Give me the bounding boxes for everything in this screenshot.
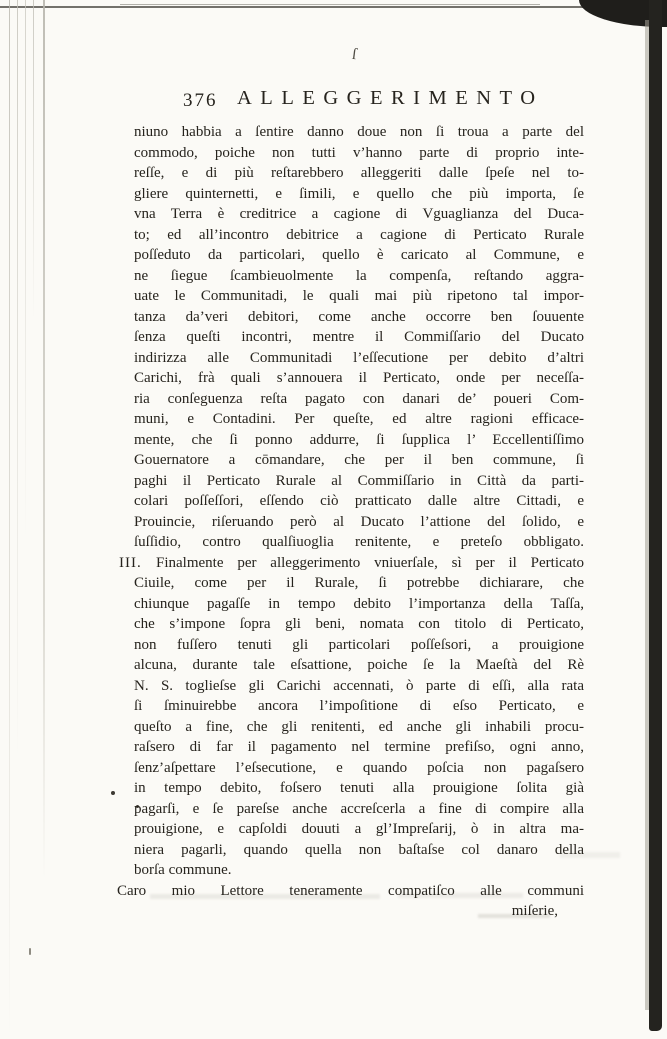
text-line: vna Terra è creditrice a cagione di Vguaglianza del Duca- <box>134 206 584 222</box>
text-line: gliere quinternetti, e ſimili, e quello che più importa, ſe <box>134 185 584 202</box>
text-line: muni, e Contadini. Per queſte, ed altre ragioni efficace- <box>134 411 584 427</box>
paragraph-1 <box>134 122 584 553</box>
text-line: queſto a fine, che gli renitenti, ed anche gli inhabili procu- <box>134 718 584 735</box>
text-line: che s’impone ſopra gli beni, nomata con titolo di Perticato, <box>134 616 584 632</box>
text-line: Prouincie, riſeruando però al Ducato l’attione del ſolido, e <box>134 513 584 530</box>
gutter-line <box>43 0 45 880</box>
page-number: 376 <box>183 90 218 111</box>
gutter-line <box>33 0 34 320</box>
text-line: ſenza queſti incontri, mentre il Commiſſario del Ducato <box>134 329 584 345</box>
gutter-line <box>25 0 26 540</box>
text-block <box>117 122 584 922</box>
scan-right-edge <box>649 0 662 1031</box>
ink-speck <box>29 948 31 955</box>
paragraph-3-lines <box>134 553 584 881</box>
text-line: raſsero di far il pagamento nel termine prefiſso, ogni anno, <box>134 739 584 755</box>
text-line: ſi ſminuirebbe ancora l’impoſitione di eſso Perticato, e <box>134 698 584 714</box>
text-line: niuno habbia a ſentire danno doue non ſi troua a parte del <box>134 124 584 140</box>
stray-ink-mark: ſ <box>351 45 358 64</box>
catchword: miſerie, <box>511 903 558 919</box>
text-line: to; ed all’incontro debitrice a cagione di Perticato Rurale <box>134 226 584 243</box>
text-line: ſuſſidio, contro qualſiuoglia renitente, e preteſo obbligato. <box>134 534 584 550</box>
text-line: prouigione, e capſoldi douuti a gl’Impreſarij, ò in altra ma- <box>134 821 584 837</box>
text-line: commodo, poiche non tutti v’hanno parte di proprio inte- <box>134 144 584 161</box>
text-line: mente, che ſi ponno addurre, ſi ſupplica l’ Eccellentiſſimo <box>134 431 584 448</box>
text-line: N. S. toglieſse gli Carichi accennati, ò parte di eſſi, alla rata <box>134 677 584 694</box>
text-line: ne ſiegue ſcambieuolmente la compenſa, reſtando aggra- <box>134 267 584 284</box>
text-line: non fuſſero tenuti gli particolari poſſeſsori, a prouigione <box>134 636 584 653</box>
scan-right-fringe <box>645 20 649 1010</box>
text-line: uate le Communitadi, le quali mai più ripetono tal impor- <box>134 288 584 304</box>
text-line: Finalmente per alleggerimento vniuerſale, sì per il Perticato <box>156 554 584 571</box>
text-line: tanza da’veri debitori, come anche occorre ben ſouuente <box>134 308 584 325</box>
scan-top-edge-faint <box>120 4 540 5</box>
running-title: ALLEGGERIMENTO <box>237 87 544 109</box>
text-line: indirizza alle Communitadi l’eſſecutione per debito d’altri <box>134 349 584 366</box>
text-line: Carichi, frà quali s’annouera il Perticato, onde per neceſſa- <box>134 370 584 386</box>
text-line: borſa commune. <box>134 862 232 878</box>
gutter-line <box>9 0 10 1039</box>
running-header <box>134 87 584 115</box>
catchword-row <box>134 901 584 922</box>
closing-paragraph <box>117 881 584 922</box>
text-line: Caro mio Lettore teneramente compatiſco alle communi <box>117 882 584 899</box>
text-line: Gouernatore a cōmandare, che per il ben commune, ſi <box>134 452 584 468</box>
scan-top-edge <box>0 6 660 8</box>
text-line: niera pagarli, quando quella non baſtaſse col danaro della <box>134 841 584 858</box>
text-line: in tempo debito, foſsero tenuti alla prouigione ſolita già <box>134 780 584 796</box>
text-line: Ciuile, come per il Rurale, ſi potrebbe dichiarare, che <box>134 575 584 591</box>
ink-speck <box>111 791 115 795</box>
paragraph-3 <box>119 553 584 881</box>
text-line: reſſe, e di più reſtarebbero alleggeriti dalle ſpeſe nel to- <box>134 165 584 181</box>
text-line: poſſeduto da particolari, quello è caricato al Commune, e <box>134 247 584 263</box>
text-line: paghi il Perticato Rurale al Commiſſario in Città da parti- <box>134 472 584 489</box>
paragraph-number: III. <box>119 554 142 571</box>
text-line: colari poſſeſſori, eſſendo ciò pratticato dalle altre Cittadi, e <box>134 493 584 509</box>
text-line: ria conſeguenza reſta pagato con danari de’ poueri Com- <box>134 390 584 407</box>
text-line: ſenz’aſpettare l’eſsecutione, e quando poſcia non pagaſsero <box>134 759 584 776</box>
text-line: chiunque pagaſſe in tempo debito l’importanza della Taſſa, <box>134 595 584 612</box>
text-line: alcuna, durante tale eſsattione, poiche ſe la Maeſtà del Rè <box>134 657 584 673</box>
text-line: pagarſi, e ſe pareſse anche accreſcerla a fine di compire alla <box>134 800 584 817</box>
gutter-line <box>17 0 18 760</box>
